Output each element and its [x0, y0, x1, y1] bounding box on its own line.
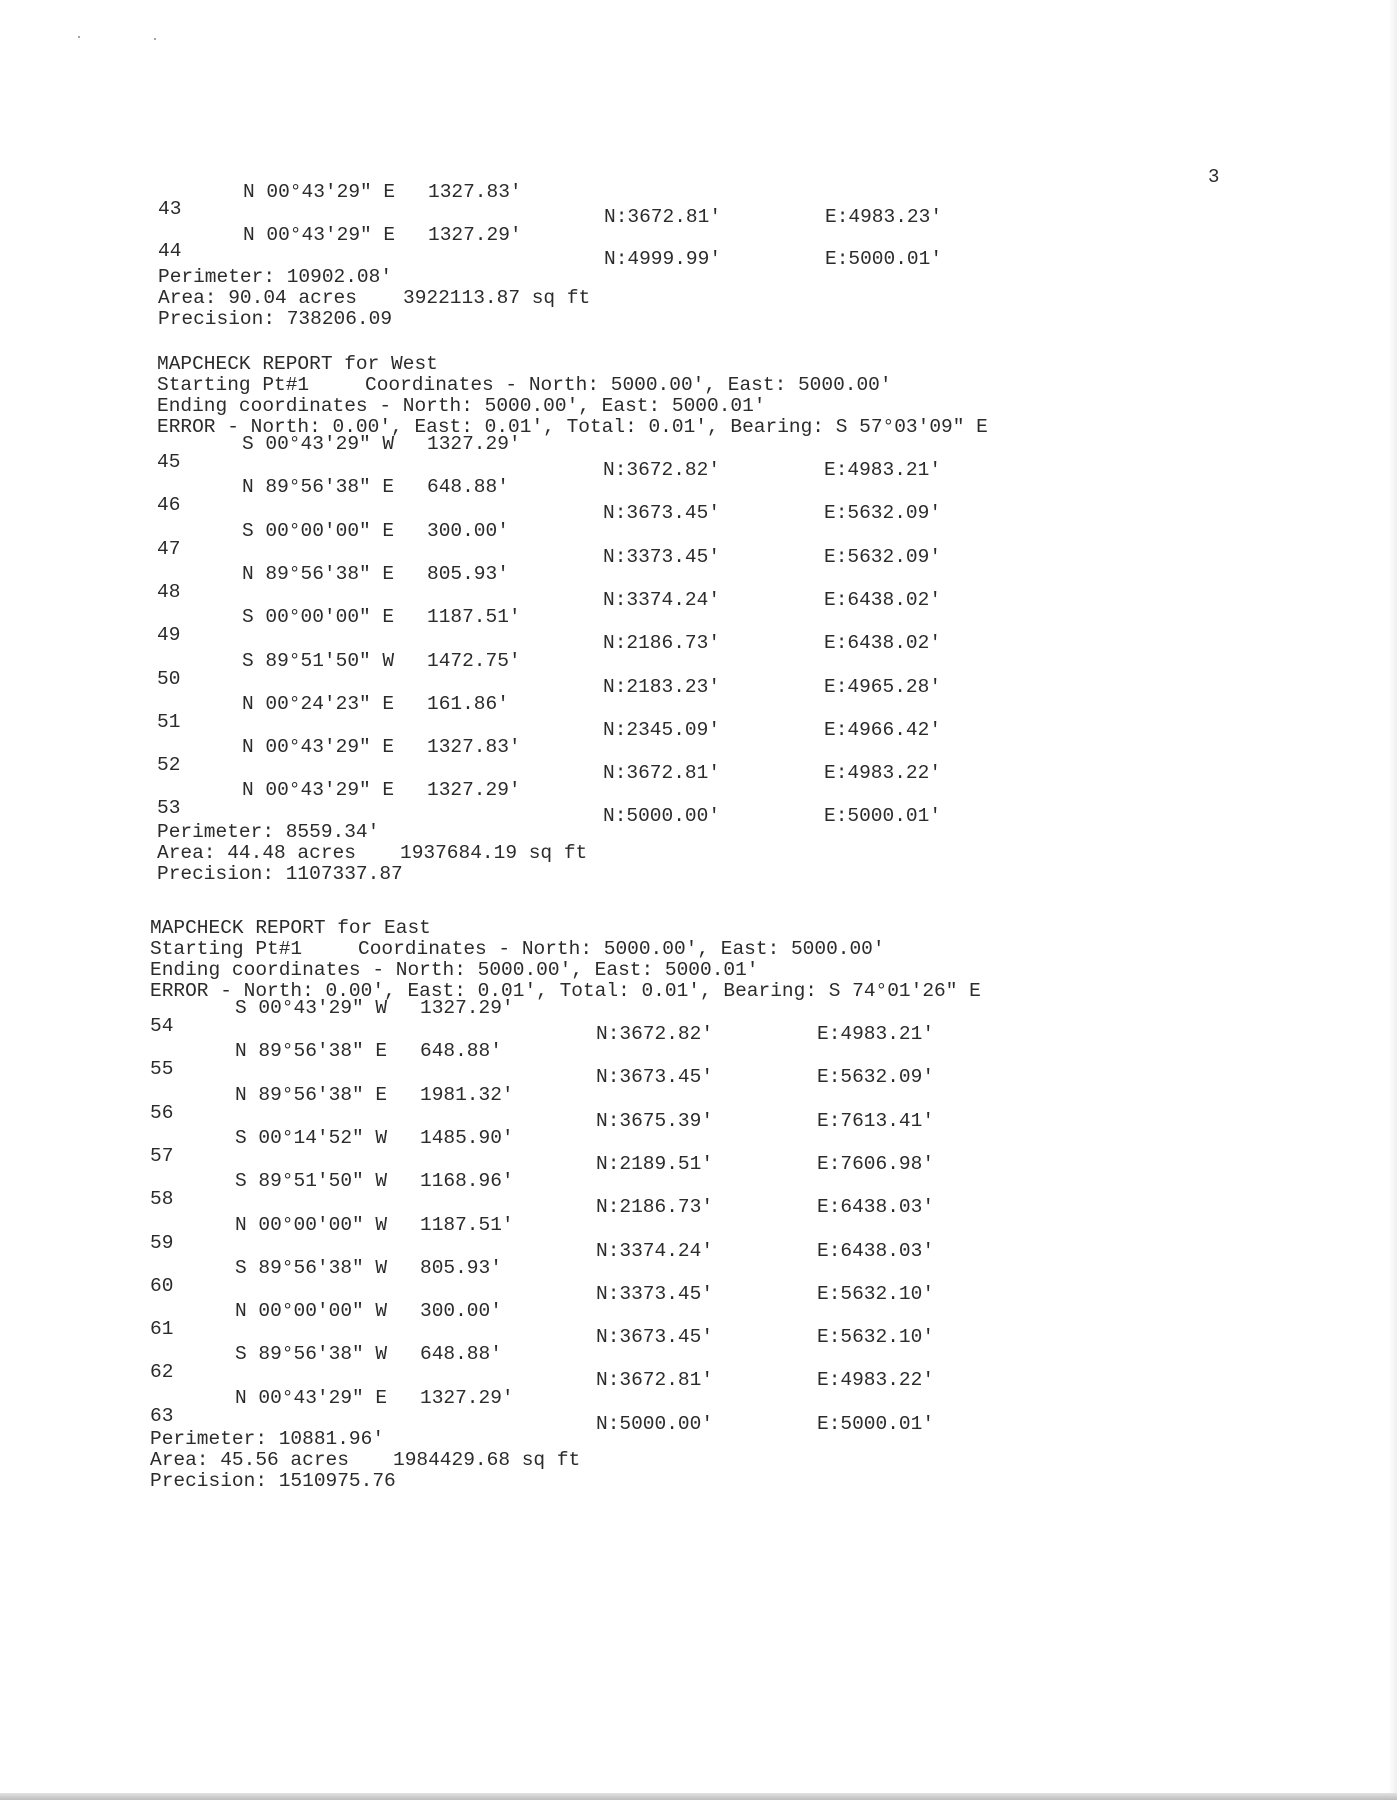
perimeter: Perimeter: 10902.08'	[158, 266, 393, 288]
point-east: E:4983.21'	[817, 1023, 935, 1045]
point-number: 46	[157, 494, 181, 517]
starting-coordinates: Coordinates - North: 5000.00', East: 5000.00'	[365, 374, 892, 396]
point-east: E:4983.22'	[824, 762, 942, 785]
point-number: 49	[157, 624, 181, 647]
scan-right-edge	[1389, 0, 1397, 1800]
point-number: 60	[150, 1274, 174, 1297]
point-east: E:4983.21'	[824, 459, 942, 481]
course-bearing: S 89°56'38" W	[235, 1343, 388, 1366]
point-number: 51	[157, 710, 181, 733]
course-distance: 805.93'	[420, 1256, 502, 1279]
course-distance: 1327.83'	[427, 736, 521, 759]
course-bearing: S 00°00'00" E	[242, 606, 395, 629]
point-number: 50	[157, 667, 181, 690]
east-report	[150, 918, 1050, 1518]
point-east: E:6438.03'	[817, 1239, 935, 1262]
point-number: 47	[157, 537, 181, 560]
ending-coordinates: Ending coordinates - North: 5000.00', East: 5000.01'	[157, 395, 766, 417]
point-north: N:3374.24'	[603, 588, 721, 611]
course-bearing: N 00°43'29" E	[243, 181, 396, 203]
report-title: MAPCHECK REPORT for West	[157, 353, 438, 375]
report-title: MAPCHECK REPORT for East	[150, 917, 431, 939]
course-bearing: S 00°43'29" W	[235, 997, 388, 1019]
point-east: E:6438.03'	[817, 1196, 935, 1219]
point-east: E:5632.10'	[817, 1282, 935, 1305]
area-sqft: 1937684.19 sq ft	[400, 841, 588, 864]
area-sqft: 1984429.68 sq ft	[393, 1449, 581, 1471]
course-distance: 1327.29'	[420, 1386, 514, 1409]
point-number: 52	[157, 754, 181, 777]
area-sqft: 3922113.87 sq ft	[403, 287, 591, 309]
course-bearing: S 89°56'38" W	[235, 1256, 388, 1279]
course-distance: 1327.29'	[428, 224, 522, 246]
course-bearing: N 00°43'29" E	[242, 779, 395, 802]
starting-coordinates: Coordinates - North: 5000.00', East: 5000.00'	[358, 938, 885, 960]
top-block	[158, 182, 1058, 332]
point-east: E:7613.41'	[817, 1109, 935, 1132]
point-north: N:3373.45'	[596, 1282, 714, 1305]
point-east: E:5000.01'	[824, 805, 942, 828]
point-north: N:2189.51'	[596, 1152, 714, 1175]
course-bearing: N 00°00'00" W	[235, 1213, 388, 1236]
point-number: 53	[157, 797, 181, 820]
course-bearing: N 89°56'38" E	[242, 562, 395, 585]
course-bearing: S 00°14'52" W	[235, 1126, 388, 1149]
scan-bottom-strip	[0, 1793, 1397, 1800]
west-report	[157, 354, 1057, 904]
point-north: N:2186.73'	[603, 632, 721, 655]
starting-point: Starting Pt#1	[150, 938, 303, 960]
point-north: N:3673.45'	[596, 1326, 714, 1349]
point-number: 63	[150, 1404, 174, 1427]
point-north: N:3672.81'	[603, 762, 721, 785]
course-bearing: N 89°56'38" E	[235, 1083, 388, 1106]
scan-speck	[78, 36, 80, 38]
course-bearing: S 89°51'50" W	[242, 649, 395, 672]
course-distance: 1472.75'	[427, 649, 521, 672]
area-acres: Area: 44.48 acres	[157, 841, 356, 864]
point-north: N:5000.00'	[596, 1412, 714, 1435]
course-distance: 1485.90'	[420, 1126, 514, 1149]
precision: Precision: 738206.09	[158, 308, 393, 330]
precision: Precision: 1510975.76	[150, 1470, 396, 1492]
course-distance: 805.93'	[427, 562, 509, 585]
point-number: 43	[158, 198, 182, 220]
point-north: N:2345.09'	[603, 718, 721, 741]
point-east: E:5632.09'	[824, 545, 942, 568]
point-east: E:6438.02'	[824, 588, 942, 611]
point-number: 55	[150, 1058, 174, 1081]
perimeter: Perimeter: 10881.96'	[150, 1428, 385, 1450]
point-number: 62	[150, 1361, 174, 1384]
point-number: 48	[157, 580, 181, 603]
course-bearing: N 00°00'00" W	[235, 1300, 388, 1323]
point-east: E:4983.22'	[817, 1369, 935, 1392]
point-north: N:3675.39'	[596, 1109, 714, 1132]
point-north: N:3374.24'	[596, 1239, 714, 1262]
point-north: N:5000.00'	[603, 805, 721, 828]
area-acres: Area: 90.04 acres	[158, 287, 357, 309]
page-number: 3	[1208, 166, 1220, 188]
point-east: E:6438.02'	[824, 632, 942, 655]
starting-point: Starting Pt#1	[157, 374, 310, 396]
point-north: N:3672.81'	[604, 206, 722, 228]
point-north: N:3673.45'	[603, 502, 721, 525]
precision: Precision: 1107337.87	[157, 862, 403, 885]
point-east: E:4966.42'	[824, 718, 942, 741]
point-number: 45	[157, 451, 181, 473]
course-distance: 648.88'	[427, 476, 509, 499]
point-north: N:3673.45'	[596, 1066, 714, 1089]
course-distance: 1327.29'	[427, 779, 521, 802]
ending-coordinates: Ending coordinates - North: 5000.00', East: 5000.01'	[150, 959, 759, 981]
point-east: E:5000.01'	[817, 1412, 935, 1435]
area-acres: Area: 45.56 acres	[150, 1449, 349, 1471]
course-bearing: S 00°43'29" W	[242, 433, 395, 455]
course-bearing: S 89°51'50" W	[235, 1170, 388, 1193]
point-east: E:5632.10'	[817, 1326, 935, 1349]
course-distance: 161.86'	[427, 692, 509, 715]
point-north: N:3672.82'	[603, 459, 721, 481]
course-bearing: S 00°00'00" E	[242, 519, 395, 542]
perimeter: Perimeter: 8559.34'	[157, 820, 380, 843]
course-bearing: N 00°43'29" E	[242, 736, 395, 759]
course-bearing: N 00°43'29" E	[235, 1386, 388, 1409]
point-number: 61	[150, 1318, 174, 1341]
course-bearing: N 00°43'29" E	[243, 224, 396, 246]
point-number: 56	[150, 1101, 174, 1124]
course-distance: 1187.51'	[420, 1213, 514, 1236]
point-north: N:2183.23'	[603, 675, 721, 698]
point-north: N:3672.82'	[596, 1023, 714, 1045]
point-north: N:2186.73'	[596, 1196, 714, 1219]
course-bearing: N 00°24'23" E	[242, 692, 395, 715]
course-distance: 300.00'	[427, 519, 509, 542]
course-distance: 1981.32'	[420, 1083, 514, 1106]
course-distance: 1187.51'	[427, 606, 521, 629]
point-north: N:4999.99'	[604, 248, 722, 270]
point-east: E:4965.28'	[824, 675, 942, 698]
point-east: E:5000.01'	[825, 248, 943, 270]
course-distance: 648.88'	[420, 1343, 502, 1366]
point-north: N:3672.81'	[596, 1369, 714, 1392]
course-distance: 1168.96'	[420, 1170, 514, 1193]
course-distance: 300.00'	[420, 1300, 502, 1323]
point-number: 57	[150, 1144, 174, 1167]
course-distance: 1327.83'	[428, 181, 522, 203]
point-number: 58	[150, 1188, 174, 1211]
point-north: N:3373.45'	[603, 545, 721, 568]
course-bearing: N 89°56'38" E	[235, 1040, 388, 1063]
course-distance: 1327.29'	[420, 997, 514, 1019]
point-east: E:4983.23'	[825, 206, 943, 228]
point-east: E:5632.09'	[817, 1066, 935, 1089]
point-number: 54	[150, 1015, 174, 1037]
error-line: ERROR - North: 0.00', East: 0.01', Total: 0.01', Bearing: S 74°01'26" E	[150, 980, 981, 1002]
point-east: E:7606.98'	[817, 1152, 935, 1175]
course-distance: 1327.29'	[427, 433, 521, 455]
scan-speck	[154, 38, 156, 40]
course-distance: 648.88'	[420, 1040, 502, 1063]
point-number: 59	[150, 1231, 174, 1254]
error-line: ERROR - North: 0.00', East: 0.01', Total: 0.01', Bearing: S 57°03'09" E	[157, 416, 988, 438]
course-bearing: N 89°56'38" E	[242, 476, 395, 499]
point-number: 44	[158, 240, 182, 262]
point-east: E:5632.09'	[824, 502, 942, 525]
